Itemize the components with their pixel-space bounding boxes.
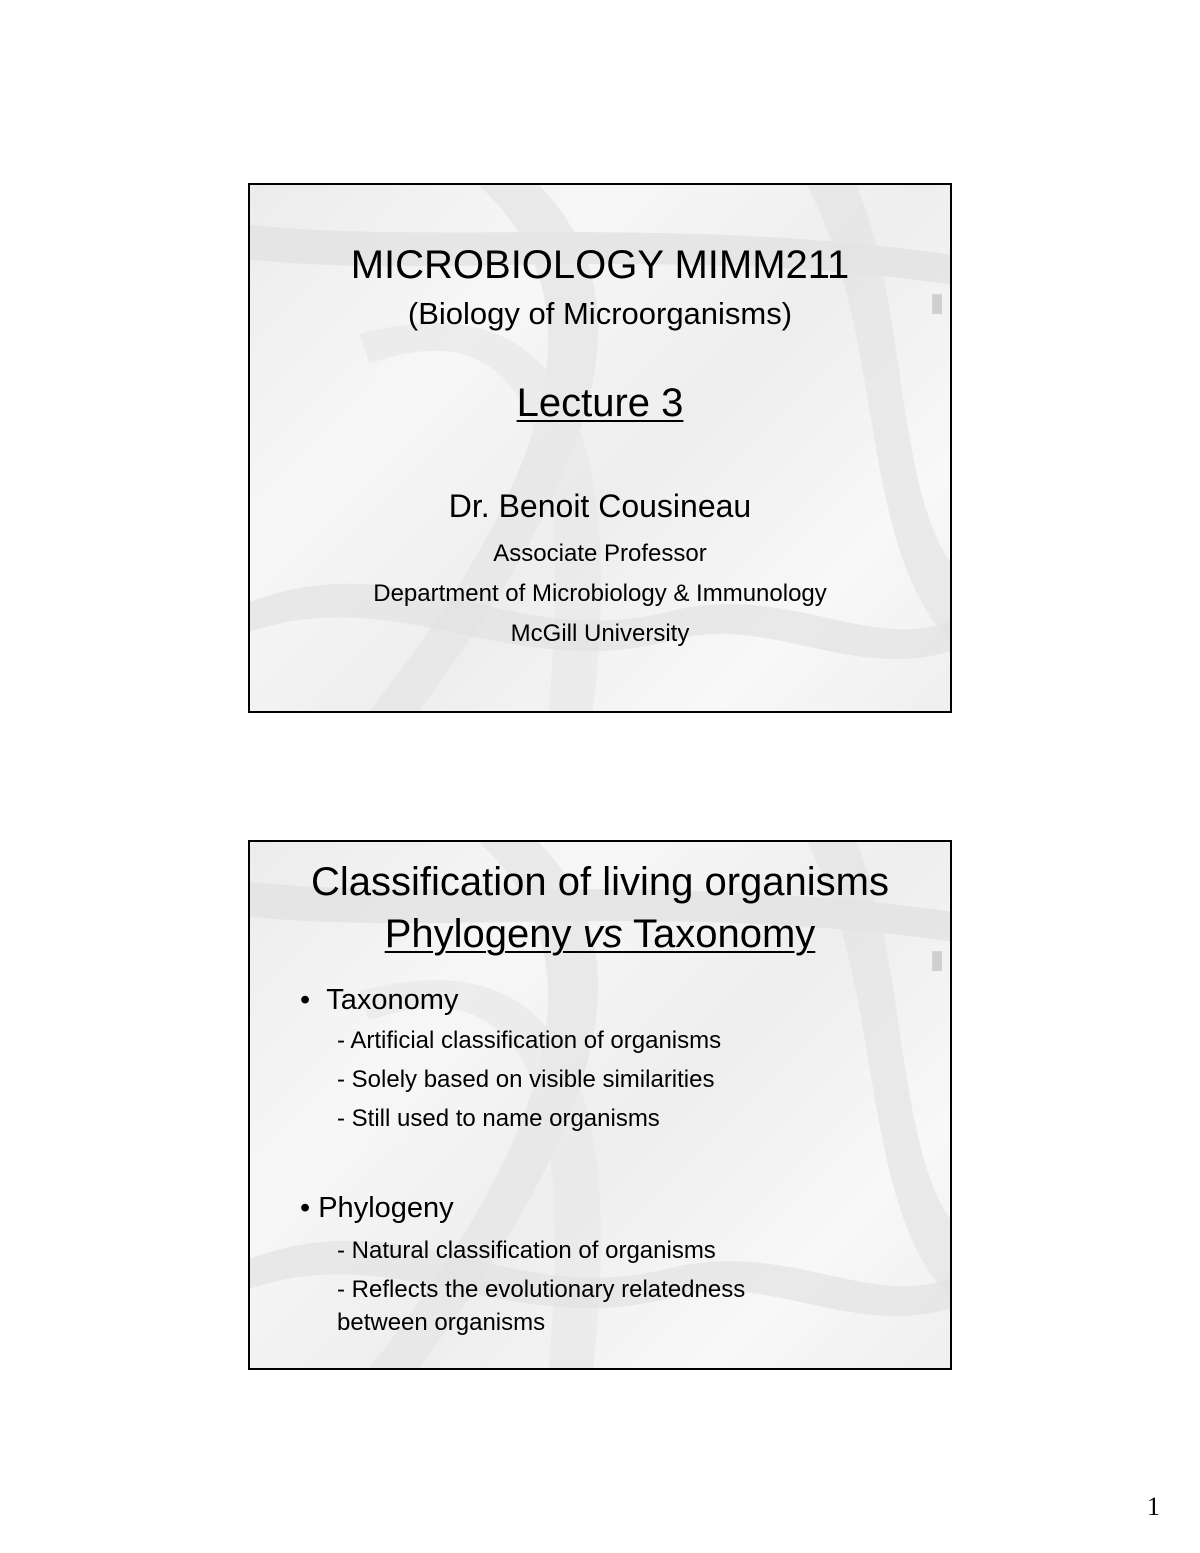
list-item: - Still used to name organisms <box>337 1105 660 1132</box>
presenter-department: Department of Microbiology & Immunology <box>373 580 827 607</box>
slide-subtitle: (Biology of Microorganisms) <box>407 296 793 331</box>
list-item: - Reflects the evolutionary relatedness <box>337 1276 746 1303</box>
bullet-label: Phylogeny <box>318 1192 454 1224</box>
list-item: - Solely based on visible similarities <box>337 1066 715 1093</box>
subtitle-part-2: Taxonomy <box>622 912 816 956</box>
list-item: - Artificial classification of organisms <box>337 1027 722 1054</box>
bullet-icon: • <box>300 1192 311 1224</box>
slide-subtitle <box>250 912 950 957</box>
subtitle-part-1: Phylogeny <box>384 912 583 956</box>
slide-2 <box>248 840 952 1370</box>
presenter-university: McGill University <box>510 620 690 647</box>
lecture-label-text: Lecture 3 <box>516 381 684 425</box>
slide-title: MICROBIOLOGY MIMM211 <box>350 243 850 287</box>
slide-title: Classification of living organisms <box>310 860 889 904</box>
presenter-name: Dr. Benoit Cousineau <box>448 488 752 524</box>
presenter-title: Associate Professor <box>493 540 707 567</box>
lecture-label <box>250 381 950 426</box>
list-item: between organisms <box>337 1309 546 1336</box>
subtitle-phylogeny <box>385 912 816 956</box>
bullet-icon: • <box>300 984 311 1016</box>
bullet-taxonomy <box>300 984 458 1017</box>
bullet-phylogeny <box>300 1192 454 1225</box>
page-number: 1 <box>1147 1492 1160 1521</box>
subtitle-vs: vs <box>582 912 623 956</box>
list-item: - Natural classification of organisms <box>337 1237 716 1264</box>
slide-1 <box>248 183 952 713</box>
bullet-label: Taxonomy <box>326 984 459 1016</box>
